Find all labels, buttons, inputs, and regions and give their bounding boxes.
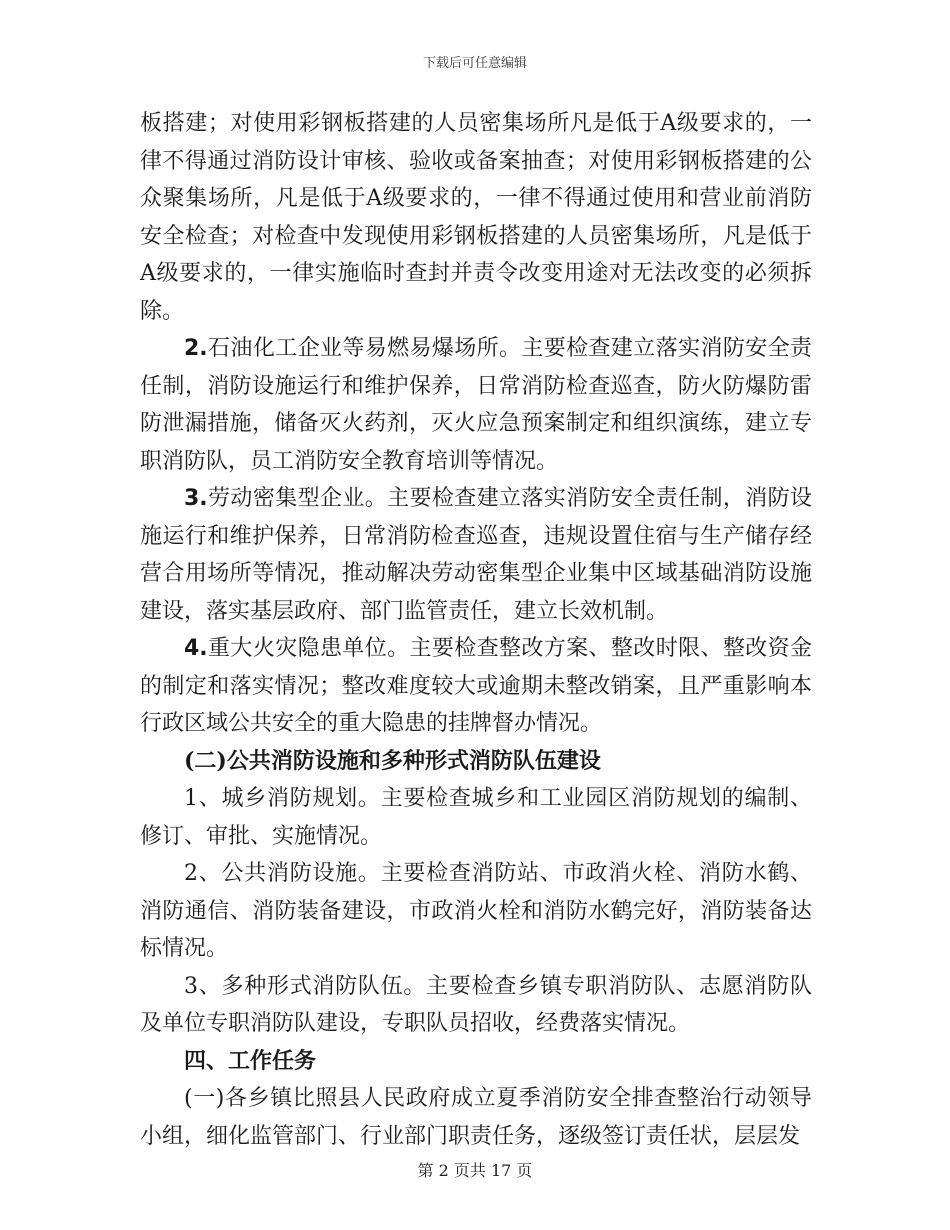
paragraph-text: 重大火灾隐患单位。主要检查整改方案、整改时限、整改资金的制定和落实情况；整改难度较大或逾期未整改销案，且严重影响本行政区域公共安全的重大隐患的挂牌督办情况。: [140, 636, 812, 736]
paragraph-public-facilities: 2、公共消防设施。主要检查消防站、市政消火栓、消防水鹤、消防通信、消防装备建设，市政消火栓和消防水鹤完好，消防装备达标情况。: [140, 861, 812, 961]
paragraph-fire-teams: 3、多种形式消防队伍。主要检查乡镇专职消防队、志愿消防队及单位专职消防队建设，专职队员招收，经费落实情况。: [140, 973, 812, 1036]
header-note: 下载后可任意编辑: [422, 56, 527, 71]
paragraph-text: 劳动密集型企业。主要检查建立落实消防安全责任制，消防设施运行和维护保养，日常消防检查巡查，违规设置住宿与生产储存经营合用场所等情况，推动解决劳动密集型企业集中区域基础消防设施建设，落实基层政府、部门监管责任，建立长效机制。: [140, 486, 812, 624]
paragraph-text: 石油化工企业等易燃易爆场所。主要检查建立落实消防安全责任制，消防设施运行和维护保养，日常消防检查巡查，防火防爆防雷防泄漏措施，储备灭火药剂，灭火应急预案制定和组织演练，建立专职消防队，员工消防安全教育培训等情况。: [140, 336, 812, 474]
document-body: [140, 105, 812, 1155]
item-number: 2.: [184, 336, 208, 361]
page-number-footer: 第 2 页共 17 页: [417, 1161, 533, 1180]
paragraph-continuation: 板搭建；对使用彩钢板搭建的人员密集场所凡是低于A级要求的，一律不得通过消防设计审核、验收或备案抽查；对使用彩钢板搭建的公众聚集场所，凡是低于A级要求的，一律不得通过使用和营业前消防安全检查；对检查中发现使用彩钢板搭建的人员密集场所，凡是低于A级要求的，一律实施临时查封并责令改变用途对无法改变的必须拆除。: [140, 111, 812, 324]
section-heading-tasks: 四、工作任务: [184, 1047, 317, 1074]
paragraph-urban-rural-planning: 1、城乡消防规划。主要检查城乡和工业园区消防规划的编制、修订、审批、实施情况。: [140, 786, 812, 849]
paragraph-item-2: [140, 330, 812, 480]
item-number: 3.: [184, 486, 208, 511]
paragraph-item-4: [140, 630, 812, 743]
paragraph-item-3: [140, 480, 812, 630]
paragraph-task-1: (一)各乡镇比照县人民政府成立夏季消防安全排查整治行动领导小组，细化监管部门、行业部门职责任务，逐级签订责任状，层层发: [140, 1086, 812, 1149]
section-heading-public-facilities: (二)公共消防设施和多种形式消防队伍建设: [184, 747, 601, 774]
item-number: 4.: [184, 636, 208, 661]
